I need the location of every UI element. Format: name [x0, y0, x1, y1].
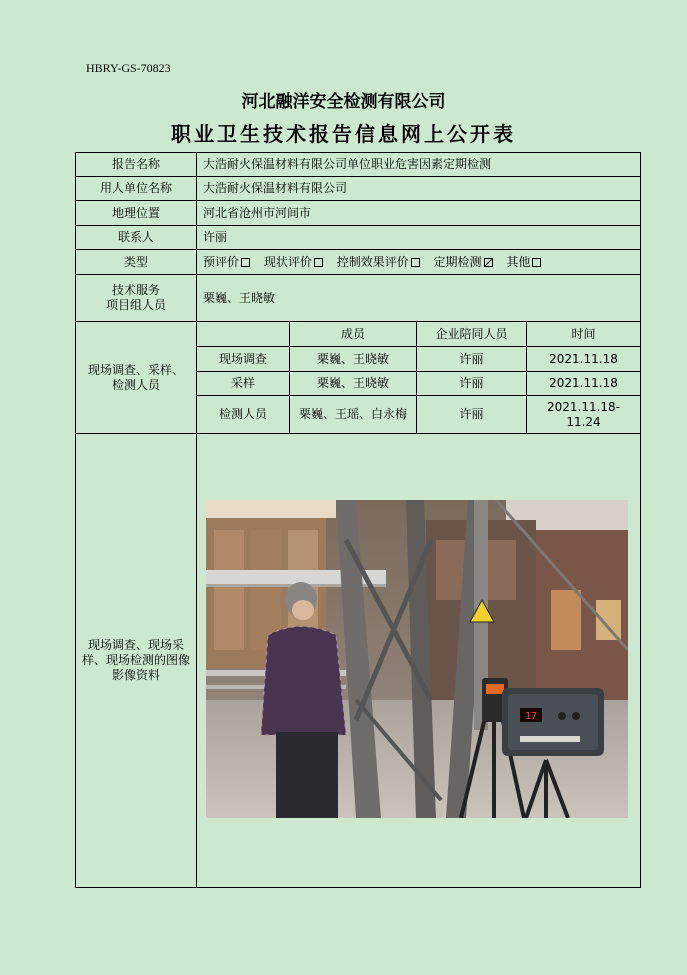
checkbox-icon	[241, 258, 250, 267]
employer-value: 大浩耐火保温材料有限公司	[197, 177, 641, 201]
site-images-cell	[197, 434, 641, 888]
location-label: 地理位置	[76, 201, 197, 226]
report-name-value: 大浩耐火保温材料有限公司单位职业危害因素定期检测	[197, 153, 641, 177]
row-tech-team	[76, 275, 641, 322]
type-label: 类型	[76, 250, 197, 275]
employer-label: 用人单位名称	[76, 177, 197, 201]
type-option-status-evaluation: 现状评价	[264, 255, 323, 269]
header-member: 成员	[290, 322, 417, 347]
survey-time: 2021.11.18	[527, 347, 641, 372]
survey-staff: 许丽	[417, 372, 527, 396]
survey-time: 2021.11.18	[527, 372, 641, 396]
instrument-display: 17	[524, 711, 538, 722]
survey-section-label: 现场调查、采样、检测人员	[76, 322, 197, 434]
tech-team-value: 栗巍、王晓敏	[197, 275, 641, 322]
row-employer	[76, 177, 641, 201]
header-company-staff: 企业陪同人员	[417, 322, 527, 347]
contact-value: 许丽	[197, 226, 641, 250]
checkbox-icon	[411, 258, 420, 267]
survey-member: 栗巍、王晓敏	[290, 372, 417, 396]
survey-time: 2021.11.18-11.24	[527, 396, 641, 434]
checkbox-icon	[314, 258, 323, 267]
survey-member: 栗巍、王瑶、白永梅	[290, 396, 417, 434]
survey-staff: 许丽	[417, 396, 527, 434]
site-images-label: 现场调查、现场采样、现场检测的图像影像资料	[76, 434, 197, 888]
type-options	[197, 250, 641, 275]
survey-activity: 采样	[197, 372, 290, 396]
row-site-images	[76, 434, 641, 888]
survey-activity: 现场调查	[197, 347, 290, 372]
type-option-pre-evaluation: 预评价	[203, 255, 250, 269]
survey-activity: 检测人员	[197, 396, 290, 434]
survey-header-blank	[197, 322, 290, 347]
checked-checkbox-icon	[484, 258, 493, 267]
site-photo	[206, 500, 628, 818]
report-name-label: 报告名称	[76, 153, 197, 177]
type-option-periodic-testing: 定期检测	[434, 255, 493, 269]
location-value: 河北省沧州市河间市	[197, 201, 641, 226]
form-title: 职业卫生技术报告信息网上公开表	[171, 122, 516, 146]
type-option-other: 其他	[506, 255, 541, 269]
row-type	[76, 250, 641, 275]
row-report-name	[76, 153, 641, 177]
checkbox-icon	[532, 258, 541, 267]
tech-team-label: 技术服务 项目组人员	[76, 275, 197, 322]
company-name: 河北融洋安全检测有限公司	[241, 92, 446, 112]
survey-member: 栗巍、王晓敏	[290, 347, 417, 372]
document-code: HBRY-GS-70823	[86, 61, 171, 75]
type-option-control-effect: 控制效果评价	[337, 255, 420, 269]
row-contact	[76, 226, 641, 250]
header-time: 时间	[527, 322, 641, 347]
disclosure-table	[75, 152, 641, 888]
row-location	[76, 201, 641, 226]
survey-staff: 许丽	[417, 347, 527, 372]
contact-label: 联系人	[76, 226, 197, 250]
survey-header-row	[76, 322, 641, 347]
site-photo-image	[206, 500, 628, 818]
